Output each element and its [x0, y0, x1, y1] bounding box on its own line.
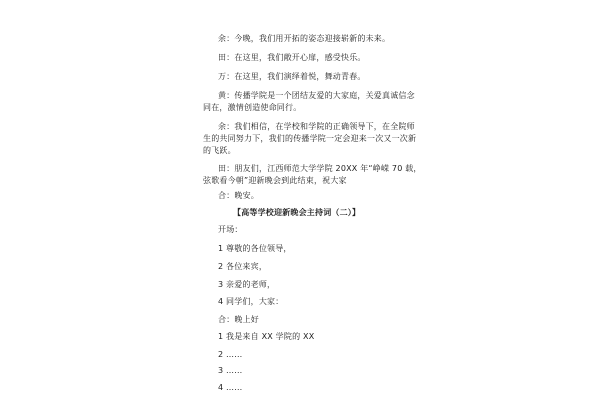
- list-item: 3 亲爱的老师，: [218, 280, 276, 289]
- paragraph-line: 田：在这里，我们敞开心扉，感受快乐。: [218, 53, 366, 62]
- paragraph-line: 的飞跃。: [203, 146, 236, 155]
- list-item: 1 尊敬的各位领导，: [218, 244, 292, 253]
- list-item: 3 ……: [218, 366, 243, 375]
- paragraph-line: 余：今晚，我们用开拓的姿态迎接崭新的未来。: [218, 34, 391, 43]
- paragraph-line: 田：朋友们，江西师范大学学院 20XX 年“峥嵘 70 载，: [218, 164, 422, 173]
- together-line: 合：晚上好: [218, 315, 259, 324]
- paragraph-line: 生的共同努力下，我们的传播学院一定会迎来一次又一次新: [203, 134, 417, 143]
- paragraph-line: 黄：传播学院是一个团结友爱的大家庭，关爱真诚信念: [218, 91, 415, 100]
- list-item: 2 ……: [218, 350, 243, 359]
- paragraph-line: 万：在这里，我们演绎着悦，舞动青春。: [218, 72, 366, 81]
- list-item: 4 同学们，大家：: [218, 297, 284, 306]
- list-item: 1 我是来自 XX 学院的 XX: [218, 332, 315, 341]
- list-item: 4 ……: [218, 383, 243, 392]
- paragraph-line: 合：晚安。: [218, 191, 259, 200]
- paragraph-line: 同在，激情创造使命同行。: [203, 103, 302, 112]
- opening-label: 开场：: [218, 225, 243, 234]
- section-title: 【高等学校迎新晚会主持词（二）】: [233, 208, 361, 217]
- paragraph-line: 余：我们相信，在学校和学院的正确领导下，在全院师: [218, 122, 415, 131]
- paragraph-line: 弦歌看今朝”迎新晚会到此结束，祝大家: [203, 176, 347, 185]
- list-item: 2 各位来宾，: [218, 262, 268, 271]
